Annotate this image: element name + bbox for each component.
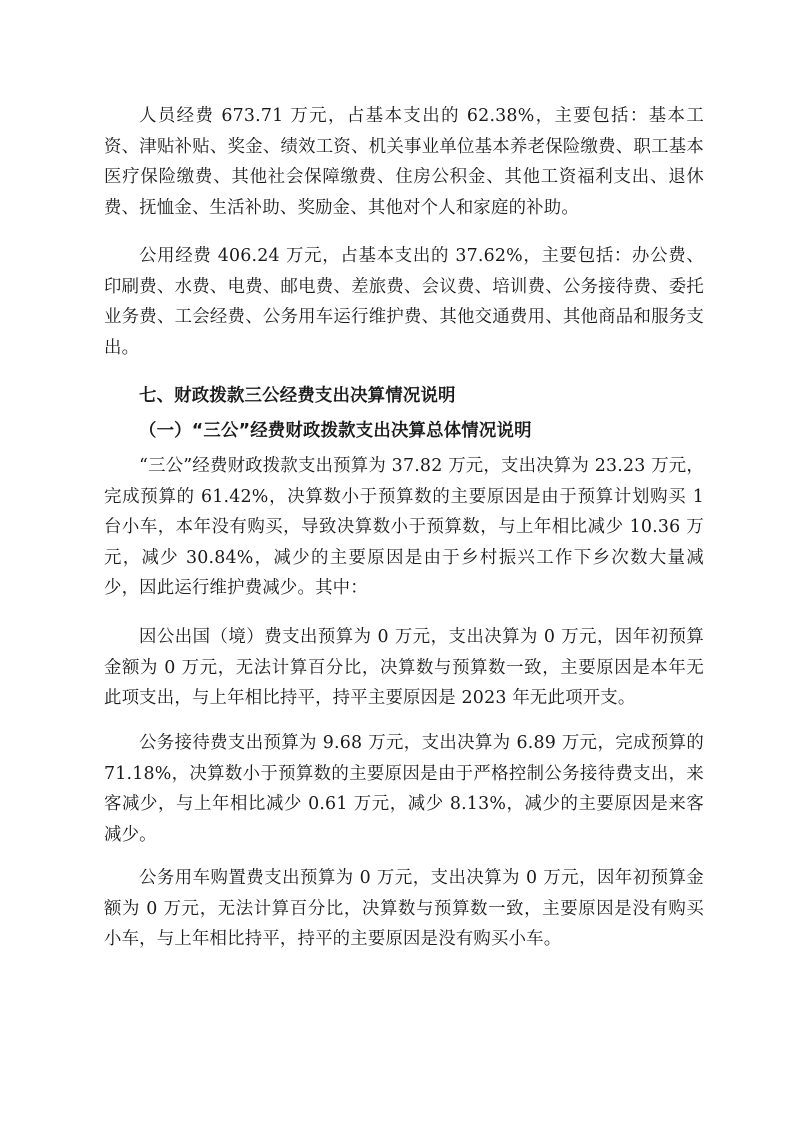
paragraph-personnel-expenses: 人员经费 673.71 万元，占基本支出的 62.38%，主要包括：基本工资、津贴补贴、奖金、绩效工资、机关事业单位基本养老保险缴费、职工基本医疗保险缴费、其他社会保障缴费、住房公积金、其他工资福利支出、退休费、抚恤金、生活补助、奖励金、其他对个人和家庭的补助。 (104, 106, 704, 218)
paragraph-three-public-overall: “三公”经费财政拨款支出预算为 37.82 万元，支出决算为 23.23 万元，完成预算的 61.42%，决算数小于预算数的主要原因是由于预算计划购买 1 台小车，本年没有购买，导致决算数小于预算数，与上年相比减少 10.36 万元，减少 30.84%，减少的主要原因是由于乡村振兴工作下乡次数大量减少，因此运行维护费减少。其中： (104, 456, 704, 598)
paragraph-reception-expenses: 公务接待费支出预算为 9.68 万元，支出决算为 6.89 万元，完成预算的 71.18%，决算数小于预算数的主要原因是由于严格控制公务接待费支出，来客减少，与上年相比减少 0.61 万元，减少 8.13%，减少的主要原因是来客减少。 (104, 733, 704, 845)
subsection-heading: （一）“三公”经费财政拨款支出决算总体情况说明 (139, 421, 532, 441)
section-heading: 七、财政拨款三公经费支出决算情况说明 (139, 386, 456, 406)
paragraph-public-expenses: 公用经费 406.24 万元，占基本支出的 37.62%，主要包括：办公费、印刷费、水费、电费、邮电费、差旅费、会议费、培训费、公务接待费、委托业务费、工会经费、公务用车运行维护费、其他交通费用、其他商品和服务支出。 (104, 246, 704, 358)
paragraph-overseas-expenses: 因公出国（境）费支出预算为 0 万元，支出决算为 0 万元，因年初预算金额为 0 万元，无法计算百分比，决算数与预算数一致，主要原因是本年无此项支出，与上年相比持平，持平主要原因是 2023 年无此项开支。 (104, 627, 704, 708)
paragraph-vehicle-purchase: 公务用车购置费支出预算为 0 万元，支出决算为 0 万元，因年初预算金额为 0 万元，无法计算百分比，决算数与预算数一致，主要原因是没有购买小车，与上年相比持平，持平的主要原因是没有购买小车。 (104, 868, 704, 949)
